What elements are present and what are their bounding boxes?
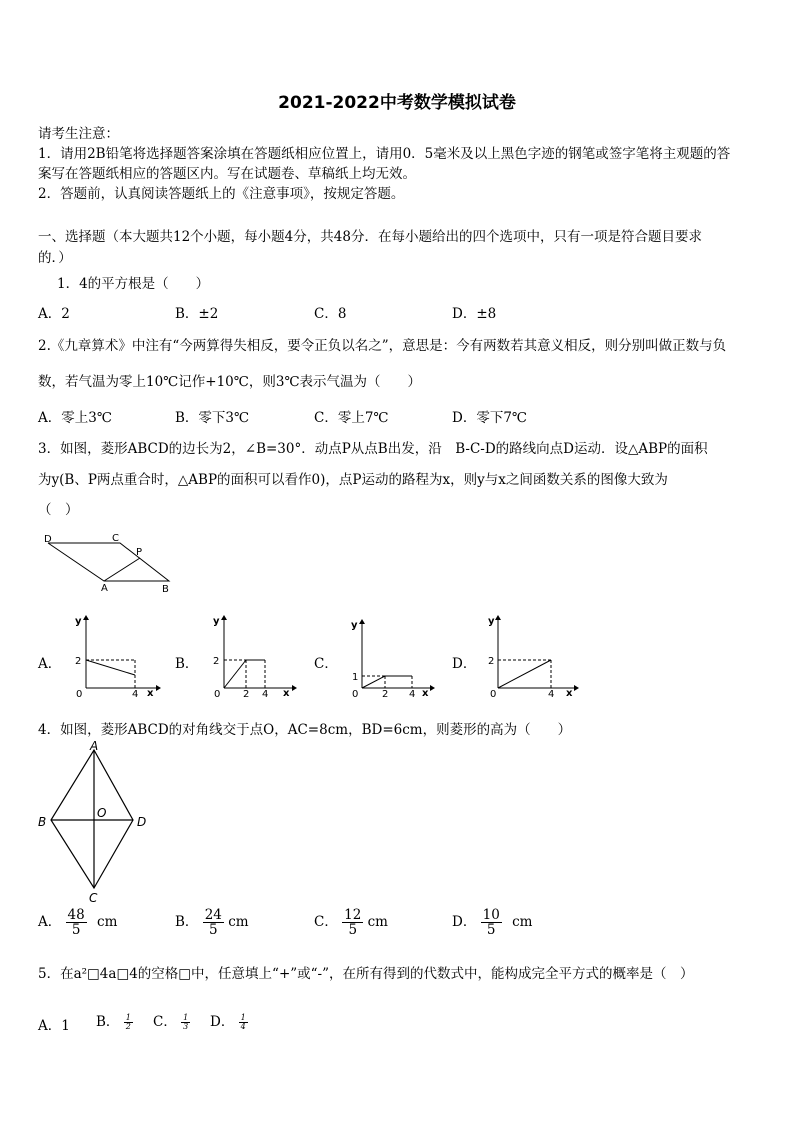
q5-option-a-letter: A．1 xyxy=(38,1018,70,1034)
graph-a-tick-2: 2 xyxy=(75,656,82,667)
q4-label-o: O xyxy=(97,806,107,820)
q5-option-d xyxy=(210,1010,248,1031)
q1-option-d: D．±8 xyxy=(452,306,497,322)
q2-option-c: C．零上7℃ xyxy=(314,410,389,426)
q5-option-d-numerator: 1 xyxy=(240,1012,246,1022)
notice-heading: 请考生注意： xyxy=(38,126,119,142)
q4-option-a-letter: A． xyxy=(38,914,62,931)
section-heading-line-1: 一、选择题（本大题共12个小题，每小题4分，共48分．在每小题给出的四个选项中，只有一项是符合题目要求 xyxy=(38,229,702,245)
question-2-line-1: 2.《九章算术》中注有“今两算得失相反，要令正负以名之”，意思是：今有两数若其意义相反，则分别叫做正数与负 xyxy=(38,338,727,354)
graph-b-y-label: y xyxy=(213,616,220,627)
q5-option-c-letter: C． xyxy=(153,1014,177,1030)
graph-b-tick-y2: 2 xyxy=(213,656,220,667)
question-1-stem: 1．4的平方根是（ ） xyxy=(57,276,210,292)
q5-option-c xyxy=(153,1010,190,1031)
graph-c-tick-x2: 2 xyxy=(382,689,389,698)
graph-c-origin: 0 xyxy=(352,689,359,698)
q2-option-a: A．零上3℃ xyxy=(38,410,112,426)
q5-option-a xyxy=(38,1014,70,1034)
q2-option-d: D．零下7℃ xyxy=(452,410,528,426)
q4-option-d-denominator: 5 xyxy=(486,922,496,939)
question-3-line-3: （ ） xyxy=(38,502,79,518)
q3-label-p: P xyxy=(136,547,143,558)
q5-option-d-denominator: 4 xyxy=(240,1022,246,1031)
q5-option-c-denominator: 3 xyxy=(183,1022,189,1031)
graph-c-tick-x4: 4 xyxy=(409,689,416,698)
q5-option-c-numerator: 1 xyxy=(183,1012,189,1022)
graph-d-tick-4: 4 xyxy=(548,689,555,698)
q4-option-d-fraction xyxy=(481,908,502,937)
question-2-line-2: 数，若气温为零上10℃记作+10℃，则3℃表示气温为（ ） xyxy=(38,374,422,390)
graph-d-origin: 0 xyxy=(490,689,497,698)
q3-option-b: B． xyxy=(175,656,199,672)
q4-option-b-fraction xyxy=(203,908,224,937)
notice-item-2: 2．答题前，认真阅读答题纸上的《注意事项》，按规定答题。 xyxy=(38,186,405,202)
page-title: 2021-2022中考数学模拟试卷 xyxy=(278,93,516,113)
graph-b-tick-x2: 2 xyxy=(243,689,250,698)
q4-option-b-unit: cm xyxy=(228,914,249,931)
q3-graph-d xyxy=(484,612,584,698)
q3-label-b: B xyxy=(162,584,169,595)
q4-option-a-unit: cm xyxy=(97,914,118,931)
q5-option-d-letter: D． xyxy=(210,1014,235,1030)
q5-option-b xyxy=(96,1010,133,1031)
q1-option-c: C．8 xyxy=(314,306,347,322)
q5-option-b-letter: B． xyxy=(96,1014,120,1030)
graph-a-origin: 0 xyxy=(76,689,83,698)
q4-option-d-unit: cm xyxy=(512,914,533,931)
q4-option-c-fraction xyxy=(342,908,363,937)
q4-option-a-denominator: 5 xyxy=(71,922,81,939)
graph-c-y-label: y xyxy=(351,620,358,631)
question-3-line-1: 3．如图，菱形ABCD的边长为2，∠B=30°．动点P从点B出发，沿 B-C-D的路线向点D运动．设△ABP的面积 xyxy=(38,441,708,457)
q4-option-c-denominator: 5 xyxy=(348,922,358,939)
question-3-line-2: 为y(B、P两点重合时，△ABP的面积可以看作0)，点P运动的路程为x，则y与x之间函数关系的图像大致为 xyxy=(38,472,668,488)
q4-option-a-fraction xyxy=(66,908,87,937)
q4-option-c-numerator: 12 xyxy=(344,907,362,923)
q3-graph-b xyxy=(208,612,298,698)
q4-option-a-numerator: 48 xyxy=(67,907,85,923)
q1-option-a: A．2 xyxy=(38,306,70,322)
graph-a-y-label: y xyxy=(75,616,82,627)
graph-d-y-label: y xyxy=(488,616,495,627)
q4-option-c xyxy=(314,908,388,937)
q3-label-c: C xyxy=(112,533,119,544)
graph-d-x-label: x xyxy=(566,688,573,698)
graph-c-x-label: x xyxy=(422,688,429,698)
q4-option-c-letter: C． xyxy=(314,914,338,931)
q4-option-b-numerator: 24 xyxy=(204,907,222,923)
graph-a-tick-4: 4 xyxy=(132,689,139,698)
q5-option-d-fraction xyxy=(239,1014,248,1032)
q3-option-d: D． xyxy=(452,656,477,672)
graph-b-origin: 0 xyxy=(214,689,221,698)
graph-b-x-label: x xyxy=(283,688,290,698)
graph-a-x-label: x xyxy=(147,688,154,698)
q4-label-a: A xyxy=(90,740,99,753)
q3-option-c: C． xyxy=(314,656,338,672)
q3-option-a: A． xyxy=(38,656,62,672)
graph-b-tick-x4: 4 xyxy=(262,689,269,698)
q4-label-b: B xyxy=(38,815,47,829)
q3-graph-c xyxy=(346,612,436,698)
question-5-stem: 5．在a²□4a□4的空格□中，任意填上“+”或“-”，在所有得到的代数式中，能构成完全平方式的概率是（ ） xyxy=(38,966,694,982)
question-4-stem: 4．如图，菱形ABCD的对角线交于点O，AC=8cm，BD=6cm，则菱形的高为（ ） xyxy=(38,722,572,738)
notice-item-1-line-1: 1．请用2B铅笔将选择题答案涂填在答题纸相应位置上，请用0．5毫米及以上黑色字迹的钢笔或签字笔将主观题的答 xyxy=(38,146,731,162)
q5-option-b-denominator: 2 xyxy=(125,1022,131,1031)
q3-label-d: D xyxy=(44,534,52,545)
q5-option-b-numerator: 1 xyxy=(125,1012,131,1022)
q4-option-a xyxy=(38,908,117,937)
q4-option-d xyxy=(452,908,532,937)
q4-option-d-letter: D． xyxy=(452,914,477,931)
graph-c-tick-y1: 1 xyxy=(352,672,359,683)
q4-rhombus-figure xyxy=(36,740,156,906)
q5-option-c-fraction xyxy=(181,1014,190,1032)
q2-option-b: B．零下3℃ xyxy=(175,410,250,426)
graph-d-tick-2: 2 xyxy=(488,656,495,667)
q4-label-d: D xyxy=(137,815,147,829)
q3-rhombus-figure xyxy=(38,528,178,598)
q4-option-b xyxy=(175,908,249,937)
q4-option-b-denominator: 5 xyxy=(209,922,218,939)
q4-option-b-letter: B． xyxy=(175,914,199,931)
q4-option-d-numerator: 10 xyxy=(482,907,500,923)
notice-item-1-line-2: 案写在答题纸相应的答题区内。写在试题卷、草稿纸上均无效。 xyxy=(38,166,416,182)
q4-option-c-unit: cm xyxy=(367,914,388,931)
section-heading-line-2: 的．） xyxy=(38,250,72,266)
q3-label-a: A xyxy=(101,583,108,594)
q4-label-c: C xyxy=(89,891,98,905)
q3-graph-a xyxy=(72,612,162,698)
q5-option-b-fraction xyxy=(124,1014,133,1032)
q1-option-b: B．±2 xyxy=(175,306,219,322)
